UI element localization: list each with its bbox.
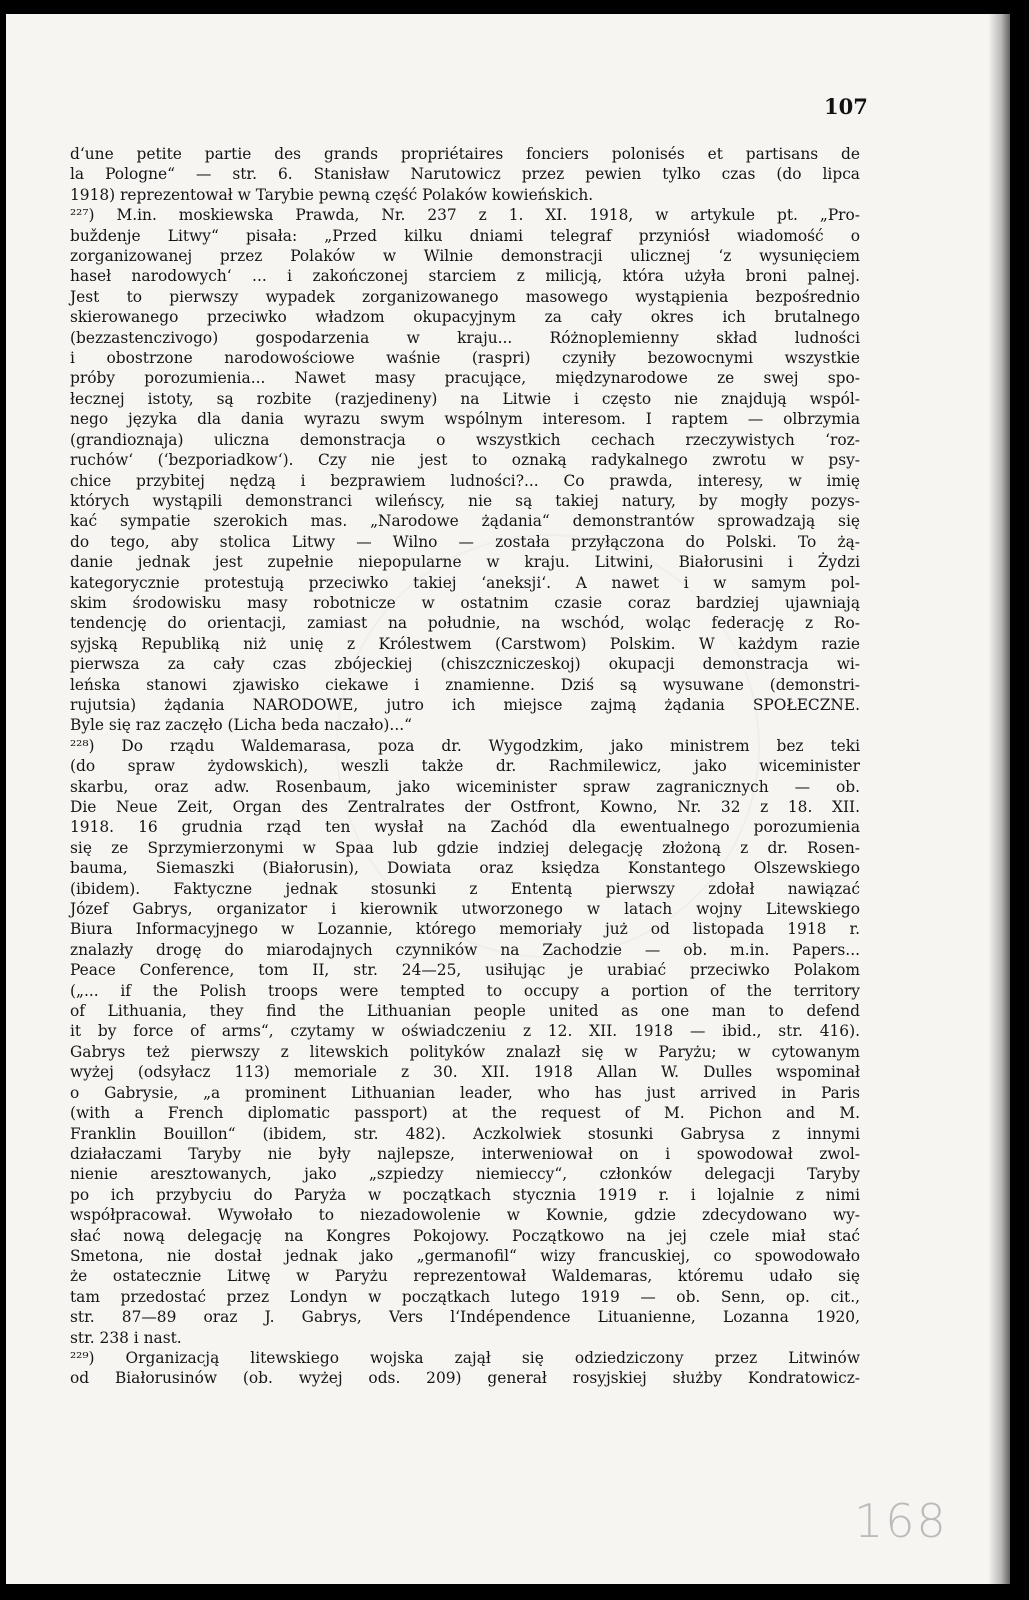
text-line: pierwsza za cały czas zbójeckiej (chiszczniczeskoj) okupacji demonstracja wi- (70, 655, 860, 674)
text-line: próby porozumienia... Nawet masy pracujące, międzynarodowe ze swej spo- (70, 369, 860, 388)
handwritten-page-note: 168 (854, 1494, 948, 1548)
text-line: d‘une petite partie des grands propriétaires fonciers polonisés et partisans de (70, 145, 860, 163)
text-line: że ostatecznie Litwę w Paryżu reprezentował Waldemaras, któremu udało się (70, 1267, 860, 1286)
text-line: od Białorusinów (ob. wyżej ods. 209) generał rosyjskiej służby Kondratowicz- (70, 1369, 860, 1388)
text-line: (bezzastenczivogo) gospodarzenia w kraju... Różnoplemienny skład ludności (70, 328, 860, 347)
text-line: Smetona, nie dostał jednak jako „germanofil“ wizy francuskiej, co spowodowało (70, 1246, 860, 1265)
text-line: leńska stanowi zjawisko ciekawe i znamienne. Dziś są wysuwane (demonstri- (70, 675, 860, 694)
text-line: Józef Gabrys, organizator i kierownik utworzonego w latach wojny Litewskiego (70, 900, 860, 919)
text-line: 1918. 16 grudnia rząd ten wysłał na Zachód dla ewentualnego porozumienia (70, 818, 860, 837)
text-line: haseł narodowych‘ ... i zakończonej starciem z milicją, która użyła broni palnej. (70, 267, 860, 286)
text-line: danie jednak jest zupełnie niepopularne w kraju. Litwini, Białorusini i Żydzi (70, 553, 860, 572)
text-line: skierowanego przeciwko władzom okupacyjnym za cały okres ich brutalnego (70, 308, 860, 327)
text-line: współpracował. Wywołało to niezadowolenie w Kownie, gdzie zdecydowano wy- (70, 1206, 860, 1225)
text-line: str. 87—89 oraz J. Gabrys, Vers l‘Indépendence Lituanienne, Lozanna 1920, (70, 1308, 860, 1327)
text-line: Jest to pierwszy wypadek zorganizowanego masowego wystąpienia bezpośrednio (70, 287, 860, 306)
document-page (6, 14, 1010, 1584)
text-line: Franklin Bouillon“ (ibidem, str. 482). Aczkolwiek stosunki Gabrysa z innymi (70, 1124, 860, 1143)
text-line: („... if the Polish troops were tempted to occupy a portion of the territory (70, 981, 860, 1000)
text-line: of Lithuania, they find the Lithuanian people united as one man to defend (70, 1002, 860, 1021)
text-line: buždenje Litwy“ pisała: „Przed kilku dniami telegraf przyniósł wiadomość o (70, 226, 860, 245)
text-line: (do spraw żydowskich), weszli także dr. Rachmilewicz, jako wiceminister (70, 757, 860, 776)
text-line: ²²⁹) Organizacją litewskiego wojska zajął się odziedziczony przez Litwinów (70, 1348, 860, 1367)
text-line: o Gabrysie, „a prominent Lithuanian leader, who has just arrived in Paris (70, 1083, 860, 1102)
text-line: nienie aresztowanych, jako „szpiedzy niemieccy“, członków delegacji Taryby (70, 1165, 860, 1184)
text-line: zorganizowanej przez Polaków w Wilnie demonstracji ulicznej ‘z wysunięciem (70, 247, 860, 266)
text-line: wyżej (odsyłacz 113) memoriale z 30. XII. 1918 Allan W. Dulles wspominał (70, 1063, 860, 1082)
text-line: kategorycznie protestują przeciwko takiej ‘aneksji‘. A nawet i w samym pol- (70, 573, 860, 592)
text-line: skim środowisku masy robotnicze w ostatnim czasie coraz bardziej ujawniają (70, 593, 860, 612)
text-line: znalazły drogę do miarodajnych czynników na Zachodzie — ob. m.in. Papers... (70, 940, 860, 959)
text-line: bauma, Siemaszki (Białorusin), Dowiata oraz księdza Konstantego Olszewskiego (70, 859, 860, 878)
text-line: ²²⁸) Do rządu Waldemarasa, poza dr. Wygodzkim, jako ministrem bez teki (70, 736, 860, 755)
text-line: ruchów‘ (‘bezporiadkow‘). Czy nie jest to oznaką radykalnego zwrotu w psy- (70, 451, 860, 470)
page-edge-shadow (988, 14, 1010, 1584)
text-line: chice przybitej nędzą i bezprawiem ludności?... Co prawda, interesy, w imię (70, 471, 860, 490)
text-line: i obostrzone narodowościowe waśnie (raspri) czyniły bezowocnymi wszystkie (70, 349, 860, 368)
text-line: słać nową delegację na Kongres Pokojowy. Początkowo na jej czele miał stać (70, 1226, 860, 1245)
text-line: tam przedostać przez Londyn w początkach lutego 1919 — ob. Senn, op. cit., (70, 1287, 860, 1306)
text-line: kać sympatie szerokich mas. „Narodowe żądania“ demonstrantów sprowadzają się (70, 512, 860, 531)
text-line: (ibidem). Faktyczne jednak stosunki z Ententą pierwszy zdołał nawiązać (70, 879, 860, 898)
text-line: do tego, aby stolica Litwy — Wilno — została przyłączona do Polski. To żą- (70, 532, 860, 551)
text-line: po ich przybyciu do Paryża w początkach stycznia 1919 r. i lojalnie z nimi (70, 1185, 860, 1204)
text-line: it by force of arms“, czytamy w oświadczeniu z 12. XII. 1918 — ibid., str. 416). (70, 1022, 860, 1041)
text-line: rujutsia) żądania NARODOWE, jutro ich miejsce zajmą żądania SPOŁECZNE. (70, 695, 860, 714)
text-line: 1918) reprezentował w Tarybie pewną część Polaków kowieńskich. (70, 185, 594, 204)
text-line: skarbu, oraz adw. Rosenbaum, jako wiceminister spraw zagranicznych — ob. (70, 777, 860, 796)
text-line: których wystąpili demonstranci wileńscy, nie są takiej natury, by mogły pozys- (70, 491, 860, 510)
text-line: Gabrys też pierwszy z litewskich polityków znalazł się w Paryżu; w cytowanym (70, 1042, 860, 1061)
text-line: (with a French diplomatic passport) at the request of M. Pichon and M. (70, 1104, 860, 1123)
text-line: la Pologne“ — str. 6. Stanisław Narutowicz przez pewien tylko czas (do lipca (70, 165, 860, 184)
text-line: nego języka dla dania wyrazu swym wspólnym interesom. I raptem — olbrzymia (70, 410, 860, 429)
text-line: działaczami Taryby nie były najlepsze, interweniował on i spowodował zwol- (70, 1144, 860, 1163)
page-number: 107 (824, 94, 868, 119)
footnotes-body (70, 144, 860, 1389)
text-line: str. 238 i nast. (70, 1328, 182, 1347)
text-line: Die Neue Zeit, Organ des Zentralrates der Ostfront, Kowno, Nr. 32 z 18. XII. (70, 798, 860, 816)
text-line: Byle się raz zaczęło (Licha beda naczało)...“ (70, 716, 412, 735)
text-line: tendencję do orientacji, zamiast na południe, na wschód, woląc federację z Ro- (70, 614, 860, 633)
text-line: łecznej istoty, są rozbite (razjedineny) na Litwie i często nie znajdują wspól- (70, 389, 860, 408)
text-line: ²²⁷) M.in. moskiewska Prawda, Nr. 237 z 1. XI. 1918, w artykule pt. „Pro- (70, 206, 860, 225)
text-line: Biura Informacyjnego w Lozannie, którego memoriały już od listopada 1918 r. (70, 920, 860, 939)
text-line: (grandioznaja) uliczna demonstracja o wszystkich cechach rzeczywistych ‘roz- (70, 430, 860, 449)
text-line: się ze Sprzymierzonymi w Spaa lub gdzie indziej delegację złożoną z dr. Rosen- (70, 838, 860, 857)
text-line: Peace Conference, tom II, str. 24—25, usiłując je urabiać przeciwko Polakom (70, 961, 860, 980)
text-line: syjską Republiką niż unię z Królestwem (Carstwom) Polskim. W każdym razie (70, 634, 860, 653)
